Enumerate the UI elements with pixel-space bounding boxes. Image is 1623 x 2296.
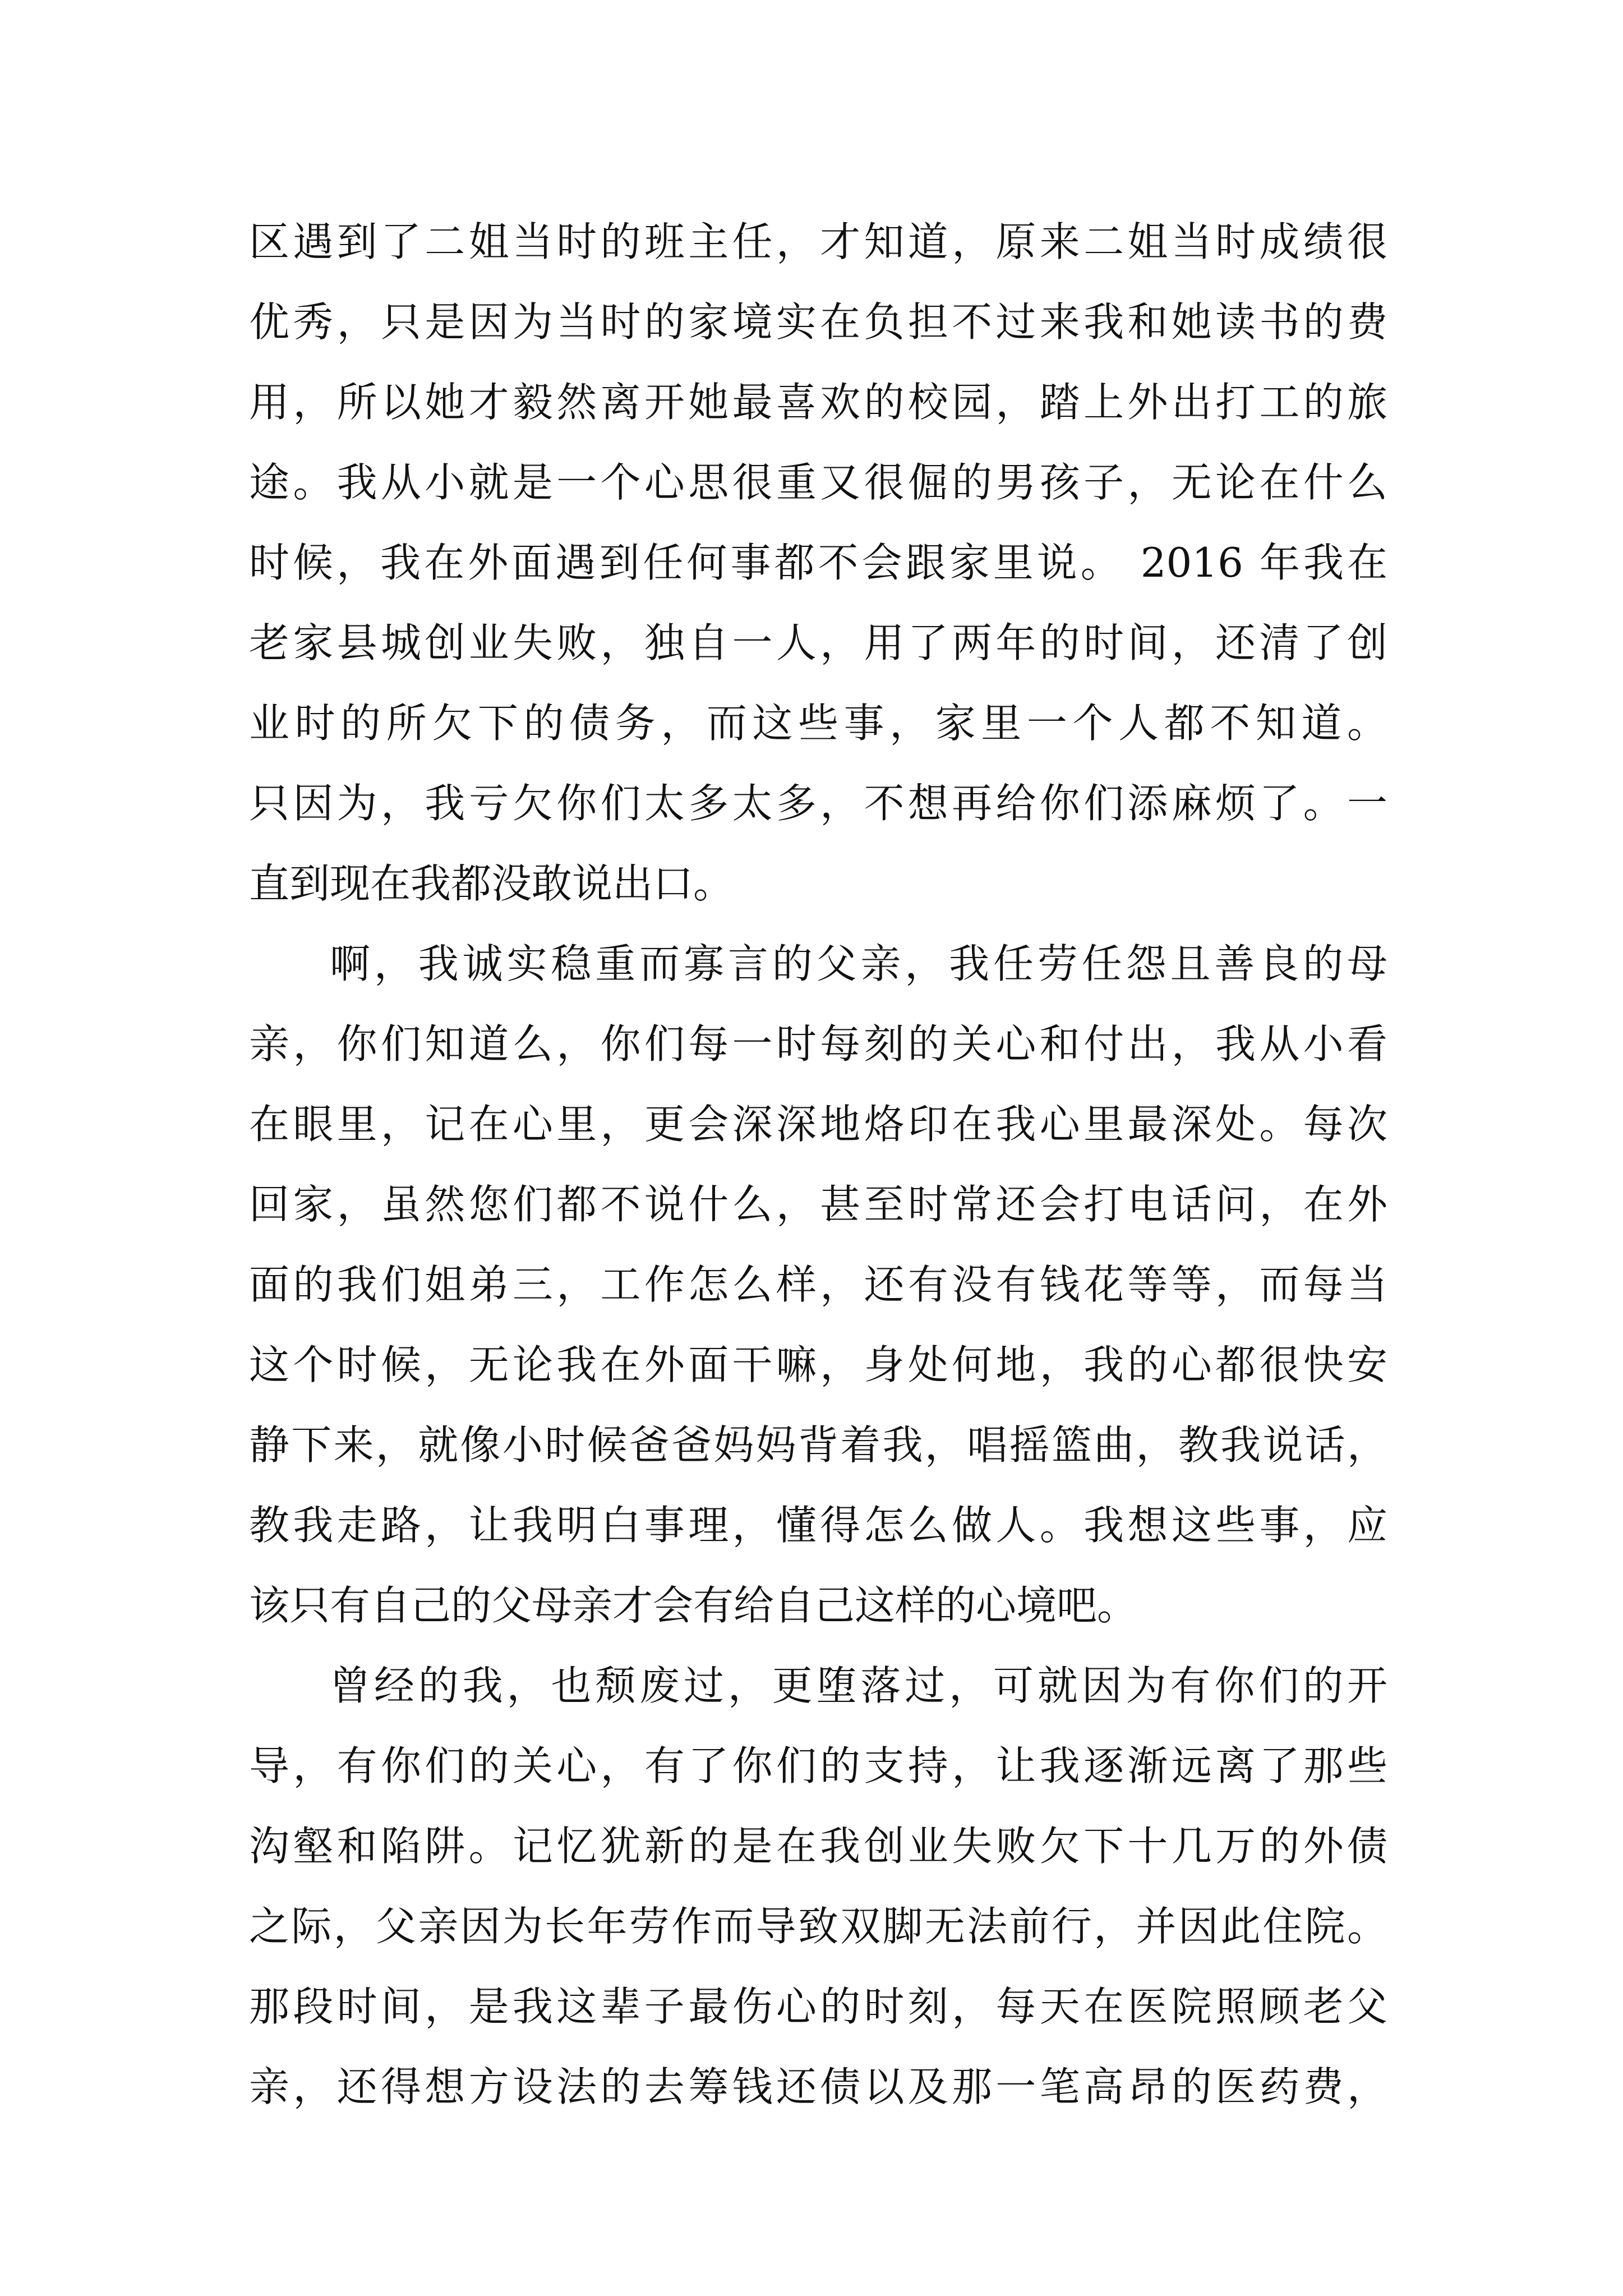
text-line: 那段时间，是我这辈子最伤心的时刻，每天在医院照顾老父 xyxy=(249,1983,1387,2030)
text-line: 只因为，我亏欠你们太多太多，不想再给你们添麻烦了。一 xyxy=(249,780,1387,827)
text-line: 教我走路，让我明白事理，懂得怎么做人。我想这些事，应 xyxy=(249,1502,1387,1549)
text-line: 该只有自己的父母亲才会有给自己这样的心境吧。 xyxy=(249,1582,1138,1629)
text-line: 老家县城创业失败，独自一人，用了两年的时间，还清了创 xyxy=(249,619,1387,666)
text-line: 回家，虽然您们都不说什么，甚至时常还会打电话问，在外 xyxy=(249,1181,1387,1228)
text-line: 面的我们姐弟三，工作怎么样，还有没有钱花等等，而每当 xyxy=(249,1261,1387,1308)
text-line: 用，所以她才毅然离开她最喜欢的校园，踏上外出打工的旅 xyxy=(249,379,1387,426)
text-line: 沟壑和陷阱。记忆犹新的是在我创业失败欠下十几万的外债 xyxy=(249,1823,1387,1870)
text-line: 亲，你们知道么，你们每一时每刻的关心和付出，我从小看 xyxy=(249,1020,1387,1068)
text-line: 在眼里，记在心里，更会深深地烙印在我心里最深处。每次 xyxy=(249,1101,1387,1148)
document-body xyxy=(249,202,1387,2127)
text-line: 曾经的我，也颓废过，更堕落过，可就因为有你们的开 xyxy=(330,1662,1387,1709)
text-line: 直到现在我都没敢说出口。 xyxy=(249,860,734,907)
text-line: 业时的所欠下的债务，而这些事，家里一个人都不知道。 xyxy=(249,700,1387,747)
text-line: 区遇到了二姐当时的班主任，才知道，原来二姐当时成绩很 xyxy=(249,218,1387,265)
text-line: 导，有你们的关心，有了你们的支持，让我逐渐远离了那些 xyxy=(249,1742,1387,1789)
text-line: 时候，我在外面遇到任何事都不会跟家里说。 2016 年我在 xyxy=(249,539,1387,586)
text-line: 途。我从小就是一个心思很重又很倔的男孩子，无论在什么 xyxy=(249,459,1387,506)
text-line: 啊，我诚实稳重而寡言的父亲，我任劳任怨且善良的母 xyxy=(330,940,1387,987)
text-line: 优秀，只是因为当时的家境实在负担不过来我和她读书的费 xyxy=(249,298,1387,346)
text-line: 之际，父亲因为长年劳作而导致双脚无法前行，并因此住院。 xyxy=(249,1903,1387,1950)
text-line: 这个时候，无论我在外面干嘛，身处何地，我的心都很快安 xyxy=(249,1341,1387,1388)
text-line: 亲，还得想方设法的去筹钱还债以及那一笔高昂的医药费， xyxy=(249,2063,1387,2110)
text-line: 静下来，就像小时候爸爸妈妈背着我，唱摇篮曲，教我说话， xyxy=(249,1421,1387,1469)
